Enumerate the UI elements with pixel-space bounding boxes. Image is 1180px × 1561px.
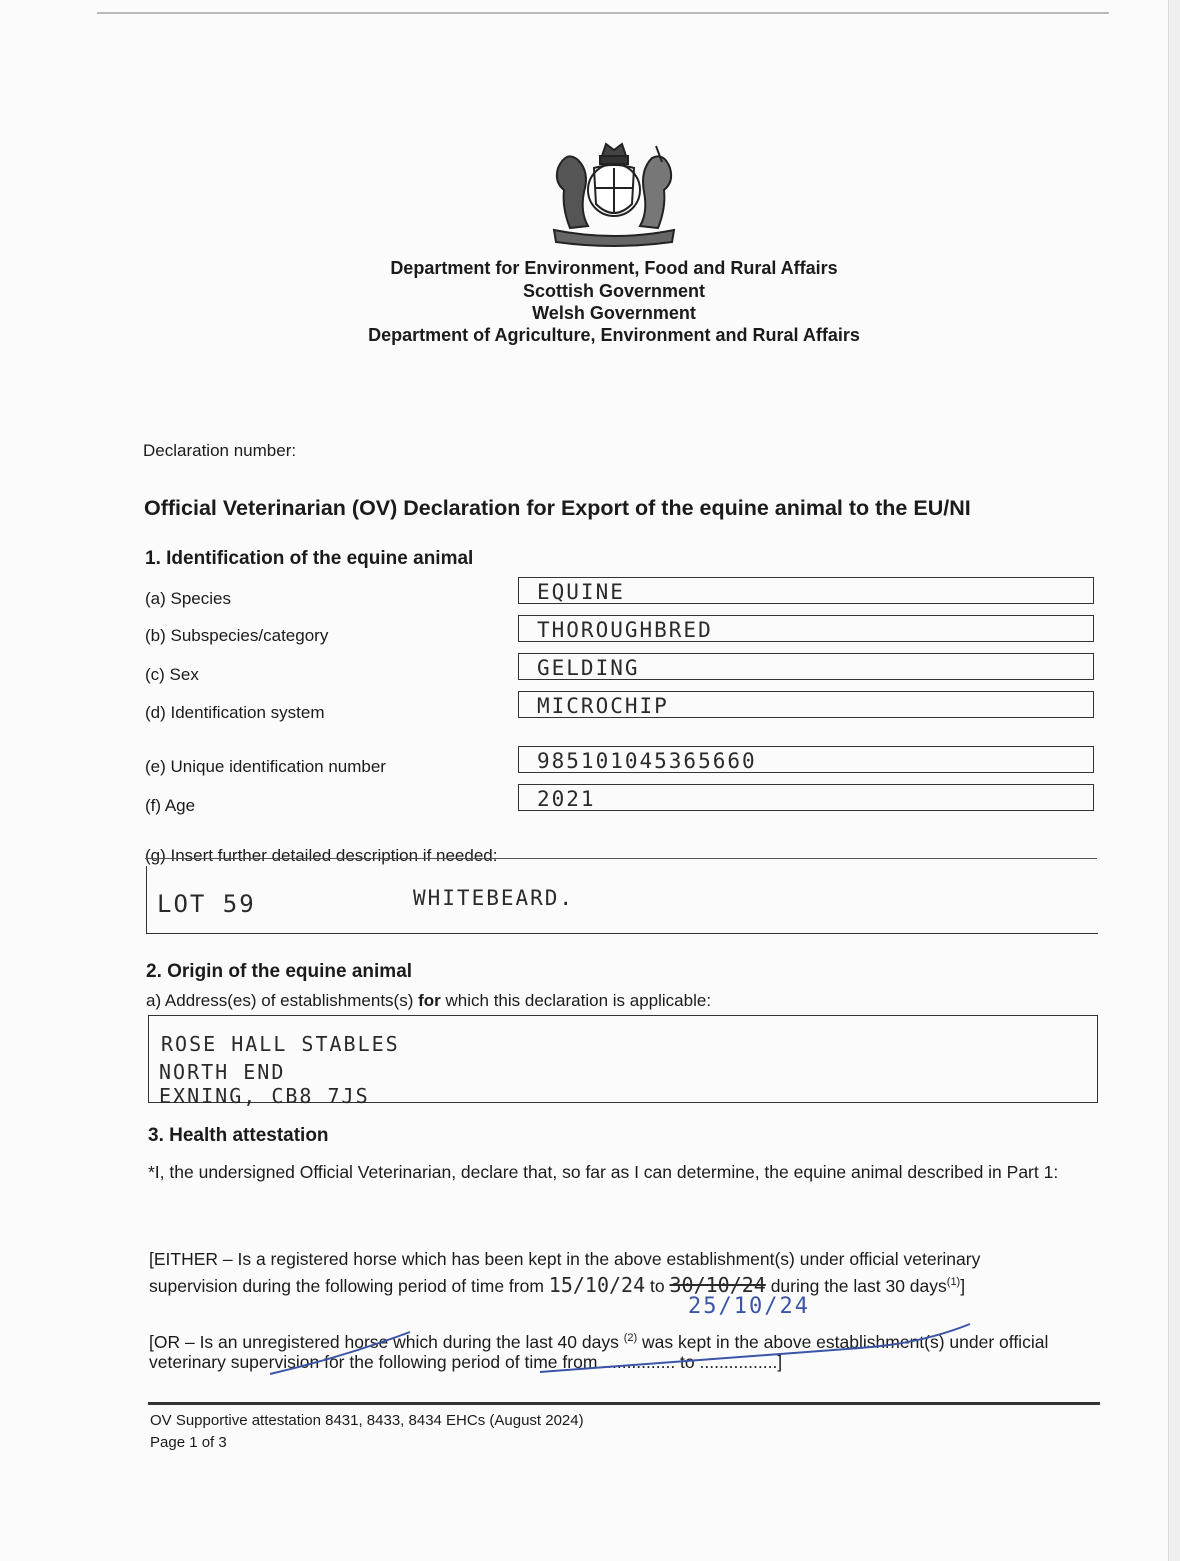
further-description-box	[146, 866, 1098, 934]
section2-heading: 2. Origin of the equine animal	[146, 961, 413, 982]
age-label: (f) Age	[145, 796, 196, 815]
identification-system-label: (d) Identification system	[145, 703, 325, 722]
age-value: 2021	[537, 787, 596, 811]
top-rule	[97, 12, 1109, 14]
or-footnote: (2)	[623, 1332, 638, 1344]
section3-heading: 3. Health attestation	[148, 1125, 329, 1146]
attestation-intro: *I, the undersigned Official Veterinarian, declare that, so far as I can determine, the equine animal described in Part 1:	[148, 1162, 1059, 1182]
species-field	[518, 577, 1094, 604]
page-number: Page 1 of 3	[150, 1434, 227, 1451]
section1-heading: 1. Identification of the equine animal	[145, 548, 474, 569]
address-line-1: ROSE HALL STABLES	[161, 1032, 400, 1056]
sex-label: (c) Sex	[145, 665, 199, 684]
horse-name: WHITEBEARD.	[413, 886, 575, 910]
either-line-2-post: during the last 30 days	[770, 1275, 947, 1296]
species-label: (a) Species	[145, 589, 231, 608]
either-line-2-pre: supervision during the following period of time from	[149, 1275, 544, 1296]
unique-id-label: (e) Unique identification number	[145, 757, 386, 776]
page-title: Official Veterinarian (OV) Declaration for Export of the equine animal to the EU/NI	[144, 496, 971, 520]
either-footnote: (1)	[946, 1276, 961, 1288]
species-value: EQUINE	[537, 580, 625, 604]
lot-number: LOT 59	[157, 890, 256, 918]
department-defra: Department for Environment, Food and Rural Affairs	[390, 258, 838, 278]
sex-field	[518, 653, 1094, 680]
either-from-date: 15/10/24	[548, 1272, 646, 1297]
footer-rule	[148, 1402, 1100, 1405]
unique-id-value: 985101045365660	[537, 749, 757, 773]
address-line-2: NORTH END	[159, 1060, 286, 1084]
address-line-3: EXNING, CB8 7JS	[159, 1084, 370, 1108]
address-label-post: which this declaration is applicable:	[440, 991, 712, 1010]
address-label-pre: a) Address(es) of establishments(s)	[146, 991, 419, 1010]
department-welsh-gov: Welsh Government	[532, 303, 696, 323]
either-line-2	[149, 1270, 965, 1298]
identification-system-value: MICROCHIP	[537, 694, 669, 718]
pen-strike-marks	[260, 1318, 980, 1382]
address-label-bold: for	[418, 991, 441, 1010]
or-line-2: veterinary supervision for the following period of time from ............... to ................]	[149, 1352, 783, 1372]
unique-id-field	[518, 746, 1094, 773]
subspecies-value: THOROUGHBRED	[537, 618, 713, 642]
either-to-date-struck: 30/10/24	[669, 1272, 766, 1297]
sex-value: GELDING	[537, 656, 640, 680]
further-description-label: (g) Insert further detailed description if needed:	[145, 846, 498, 865]
description-top-rule	[145, 858, 1097, 859]
declaration-number-label: Declaration number:	[143, 441, 297, 460]
subspecies-field	[518, 615, 1094, 642]
address-box	[148, 1015, 1098, 1108]
subspecies-label: (b) Subspecies/category	[145, 626, 329, 645]
royal-coat-of-arms-icon	[544, 138, 684, 250]
footer-reference: OV Supportive attestation 8431, 8433, 8434 EHCs (August 2024)	[150, 1412, 584, 1429]
either-corrected-date: 25/10/24	[688, 1294, 810, 1319]
or-line-1-pre: [OR – Is an unregistered horse which during the last 40 days	[149, 1331, 619, 1352]
department-scottish-gov: Scottish Government	[522, 281, 706, 301]
or-line-1-post: was kept in the above establishment(s) under official	[642, 1331, 1049, 1352]
either-close: ]	[960, 1275, 966, 1296]
either-line-1: [EITHER – Is a registered horse which has been kept in the above establishment(s) under official veterinary	[149, 1249, 981, 1269]
address-label	[146, 991, 711, 1011]
either-to-word: to	[650, 1275, 665, 1296]
age-field	[518, 784, 1094, 811]
department-daera: Department of Agriculture, Environment and Rural Affairs	[368, 325, 860, 345]
identification-system-field	[518, 691, 1094, 718]
page-edge	[1168, 0, 1180, 1561]
